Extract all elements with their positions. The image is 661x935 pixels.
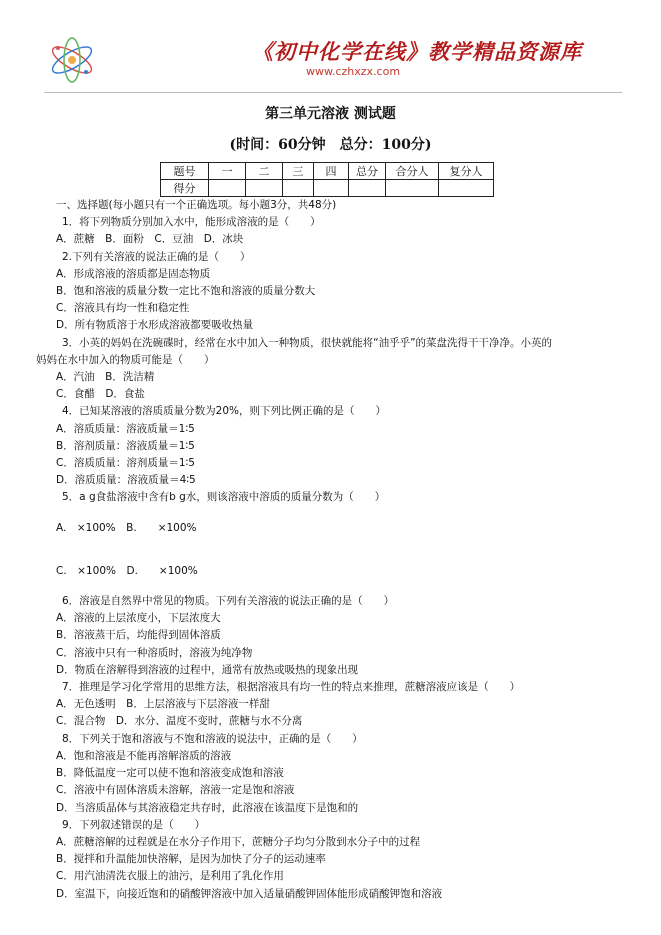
answer-option: B．饱和溶液的质量分数一定比不饱和溶液的质量分数大 xyxy=(56,285,316,298)
question-stem: 9．下列叙述错误的是（ ） xyxy=(62,818,206,831)
answer-option: C．溶液具有均一性和稳定性 xyxy=(56,302,190,315)
score-header-cell: 题号 xyxy=(161,163,209,180)
question-stem: 7．推理是学习化学常用的思维方法，根据溶液具有均一性的特点来推理，蔗糖溶液应该是（ ） xyxy=(62,681,521,694)
score-cell[interactable] xyxy=(439,180,494,197)
score-cell[interactable] xyxy=(386,180,439,197)
score-cell[interactable] xyxy=(314,180,349,197)
answer-option: A．溶质质量：溶液质量＝1∶5 xyxy=(56,422,195,435)
answer-options: A. ×100% B. ×100% xyxy=(56,521,197,534)
question-stem: 2.下列有关溶液的说法正确的是（ ） xyxy=(62,250,251,263)
banner-divider xyxy=(44,92,622,93)
score-header-cell: 一 xyxy=(209,163,246,180)
answer-options: C. ×100% D. ×100% xyxy=(56,564,198,577)
answer-options: A．无色透明 B．上层溶液与下层溶液一样甜 xyxy=(56,698,270,711)
answer-option: B．溶剂质量：溶液质量＝1∶5 xyxy=(56,439,195,452)
header-banner xyxy=(44,30,622,90)
answer-options: A．汽油 B．洗洁精 xyxy=(56,371,155,384)
score-header-cell: 二 xyxy=(246,163,283,180)
banner-title: 《初中化学在线》教学精品资源库 xyxy=(252,39,582,64)
question-stem-continued: 妈妈在水中加入的物质可能是（ ） xyxy=(36,353,215,366)
answer-option: C．用汽油清洗衣服上的油污，是利用了乳化作用 xyxy=(56,870,284,883)
answer-option: B．降低温度一定可以使不饱和溶液变成饱和溶液 xyxy=(56,767,284,780)
score-table xyxy=(160,162,494,197)
score-header-cell: 四 xyxy=(314,163,349,180)
atom-logo-icon xyxy=(44,32,100,88)
answer-options: C．混合物 D．水分、温度不变时，蔗糖与水不分离 xyxy=(56,715,303,728)
score-header-cell: 总分 xyxy=(349,163,386,180)
score-cell[interactable] xyxy=(283,180,314,197)
question-stem: 8．下列关于饱和溶液与不饱和溶液的说法中，正确的是（ ） xyxy=(62,732,363,745)
score-cell[interactable] xyxy=(349,180,386,197)
score-header-cell: 合分人 xyxy=(386,163,439,180)
score-row-label: 得分 xyxy=(161,180,209,197)
answer-option: D．溶质质量：溶液质量＝4∶5 xyxy=(56,474,196,487)
answer-option: B．搅拌和升温能加快溶解，是因为加快了分子的运动速率 xyxy=(56,853,326,866)
score-cell[interactable] xyxy=(246,180,283,197)
answer-option: C．溶质质量：溶剂质量＝1∶5 xyxy=(56,457,195,470)
section-heading: 一、选择题(每小题只有一个正确选项。每小题3分，共48分) xyxy=(56,199,337,211)
banner-url[interactable]: www.czhxzx.com xyxy=(306,65,401,78)
score-cell[interactable] xyxy=(209,180,246,197)
answer-options: A．蔗糖 B．面粉 C．豆油 D．冰块 xyxy=(56,233,244,246)
answer-option: C．溶液中只有一种溶质时，溶液为纯净物 xyxy=(56,646,253,659)
question-stem: 6．溶液是自然界中常见的物质。下列有关溶液的说法正确的是（ ） xyxy=(62,595,395,608)
answer-option: A．蔗糖溶解的过程就是在水分子作用下，蔗糖分子均匀分散到水分子中的过程 xyxy=(56,835,421,848)
answer-option: A．形成溶液的溶质都是固态物质 xyxy=(56,267,211,280)
question-list xyxy=(36,197,626,903)
answer-option: B．溶液蒸干后，均能得到固体溶质 xyxy=(56,629,221,642)
answer-option: D．所有物质溶于水形成溶液都要吸收热量 xyxy=(56,319,254,332)
score-table-score-row xyxy=(161,180,494,197)
answer-option: A．溶液的上层浓度小，下层浓度大 xyxy=(56,612,221,625)
answer-option: C．溶液中有固体溶质未溶解，溶液一定是饱和溶液 xyxy=(56,784,295,797)
answer-option: A．饱和溶液是不能再溶解溶质的溶液 xyxy=(56,749,232,762)
answer-options: C．食醋 D．食盐 xyxy=(56,388,145,401)
answer-option: D．当溶质晶体与其溶液稳定共存时，此溶液在该温度下是饱和的 xyxy=(56,801,359,814)
question-stem: 4．已知某溶液的溶质质量分数为20%，则下列比例正确的是（ ） xyxy=(62,405,387,418)
score-header-cell: 三 xyxy=(283,163,314,180)
answer-option: D．室温下，向接近饱和的硝酸钾溶液中加入适量硝酸钾固体能形成硝酸钾饱和溶液 xyxy=(56,887,443,900)
doc-title: 第三单元溶液 测试题 xyxy=(265,106,396,122)
question-stem: 3．小英的妈妈在洗碗碟时，经常在水中加入一种物质，很快就能将“油乎乎”的菜盘洗得干干净净。小英的 xyxy=(62,336,553,349)
doc-subtitle: (时间：60分钟 总分：100分) xyxy=(229,137,432,153)
score-header-cell: 复分人 xyxy=(439,163,494,180)
question-stem: 5．a g食盐溶液中含有b g水，则该溶液中溶质的质量分数为（ ） xyxy=(62,491,386,504)
question-stem: 1．将下列物质分别加入水中，能形成溶液的是（ ） xyxy=(62,216,321,229)
answer-option: D．物质在溶解得到溶液的过程中，通常有放热或吸热的现象出现 xyxy=(56,663,359,676)
score-table-header-row xyxy=(161,163,494,180)
